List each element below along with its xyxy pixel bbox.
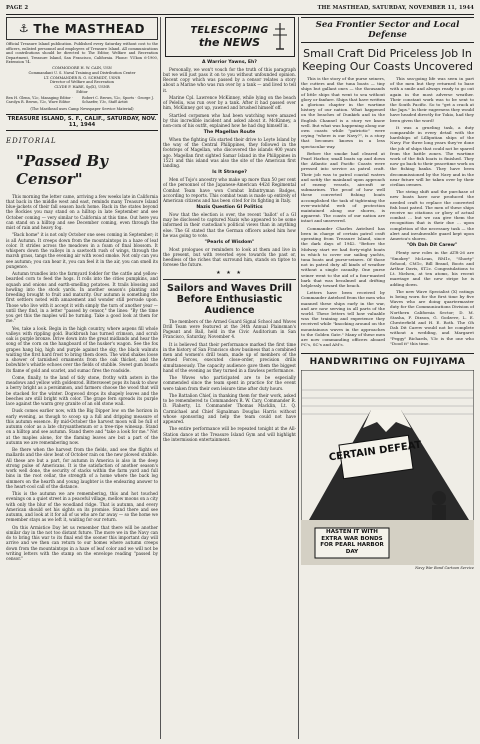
cartoon-credit: Navy War Bond Cartoon Service: [415, 565, 474, 570]
dateline: TREASURE ISLAND, S. F., CALIF., SATURDAY, NOV. 11, 1944: [6, 114, 158, 131]
small-craft-paragraph: The string shift and the purchase of new boats have now produced the needed craft to replace the converted fish boat patrol. The men of these ships receive no citations or glory of actual combat … but we can give them the recognition that is their due … upon completion of the necessary task — the alert and invulnerable guard kept upon America's shores.: [390, 189, 474, 242]
news-item-text: When the fighting GIs started their drive to Leyte Island by the way of the Central Philippines, they followed in the footsteps of Magellan, who discovered the islands 400 years ago. Magellan first sighted Samar Island in the Philippines in 1521 and this island was also the site of the American first landing.: [163, 136, 296, 169]
officer-title: Director of Welfare and Recreation: [50, 80, 114, 85]
cartoon-caption: HASTEN IT WITH EXTRA WAR BONDS FOR PEARL HARBOR DAY: [320, 528, 384, 555]
small-craft-paragraph: Before the smoke had cleared at Pearl Harbor, small boats up and down the Atlantic and Pacific Coasts were pressed into service as patrol craft. Their job was to patrol coastal waters and notify the mainland upon approach of enemy vessels, aircraft or submarines. The proof of how well these converted fishing boats accomplished the task of tightening the ever-watchful web of protection maintained along our shores, is apparent. The coasts of our nation are intact and unsevered.: [301, 150, 385, 224]
telescoping-items: [163, 60, 296, 268]
small-craft-headline: Small Craft Did Priceless Job In Keeping Our Coasts Uncovered: [302, 47, 473, 73]
drill-story-paragraph: The Battalion Chief, in thanking them for their work, asked to be remembered to Commanders R. W. Cary, Commander R. D. Flaherty, Lt. Commander Thomas Macklin, Lt. Q. Carmichael and Chief Signalman Douglas Harris without whose sponsoring and help the team could not have appeared.: [163, 392, 296, 425]
page-header: [6, 5, 474, 14]
cartoon-sign-text: CERTAIN DEFEAT: [328, 439, 423, 464]
staff-left: Ben H. Glenn, Y2c, Managing Editor · Carolyn R. Brown, Y2c, Wave Editor: [6, 95, 74, 105]
editorial-label: EDITORIAL: [6, 136, 57, 145]
column-divider: [160, 17, 161, 739]
commodore-credit: [6, 66, 158, 95]
drill-story-paragraph: The members of the Armed Guard Signal School and Waves Drill Team were featured at the 34th Annual Plainsman's Pageant and Ball, held in the Civic Auditorium in San Francisco, Saturday, November 4.: [163, 318, 296, 340]
news-item-heading: Is It Strange?: [212, 170, 247, 176]
left-column: [6, 17, 158, 563]
staff-right: Robert C. Brown, Y2c, Sports · George J. Schaefer, Y3c, Staff Artist: [82, 95, 154, 105]
column-divider: [298, 17, 299, 739]
news-item-text: Men of Tojo's ancestry who make up more than 50 per cent of the personnel of the Japanese-American 442d Regimental Combat Team have won Combat Infantryman Badges, according to reports. This combat team is made up entirely of American citizens and has been cited for its fighting in Italy.: [163, 177, 296, 204]
official-notice: Official Treasure Island publication. Published every Saturday without cost to the officers, enlisted personnel and employees of Treasure Island. All communications and contributions should be directed to The Editor, Welfare and Recreation Department, Treasure Island, San Francisco, California. Phone: YUkon 6-1900, Extension 74.: [6, 42, 158, 65]
middle-column: [163, 17, 296, 444]
telescoping-line1: TELESCOPING: [190, 25, 269, 36]
masthead-logo-text: The MASTHEAD: [33, 21, 146, 36]
sea-frontier-banner: Sea Frontier Sector and Local Defense: [301, 17, 474, 43]
news-item-heading: Nazis Question GI Politics: [196, 205, 263, 211]
small-craft-paragraph: Letters have been received by Commander Axtelsed from the men who manned these ships early in the war, and are now serving in all parts of the world. These letters tell how valuable was the training and experience they received while "knocking around on the mountainous waves in the approaches to the Golden Gate." Many of these men are now commanding officers aboard PC's, SC's and AM's.: [301, 290, 385, 348]
drill-story-paragraph: The entire performance will be repeated tonight at the All-Station dance at the Treasure Island Gym and will highlight the intermission entertainment.: [163, 426, 296, 442]
gossip-paragraph: Plenty new roles in the ATR-26 are "Smokey" McLean, RM1c, "Shorty" Sehood, CM1c, Bill Brand, Boots and Arthur Davis, ST2c. Congratulations to Lt. Nielsen, at ten atoms, his recent marriage and the new stripe he is adding down.: [390, 250, 474, 287]
section-stars: ★ ★ ★: [216, 269, 243, 276]
commodore-name: COMMODORE H. W. CAIN, USN: [52, 65, 112, 70]
news-item-text: Now that the election is over, the recent 'ballot' of a GI may be disclosed to captured Nazis who appeared to be some informed in their custodian's political views than in anything else. The GI stated that the German officers asked him how he was going to vote.: [163, 211, 296, 238]
small-craft-paragraph: It was a grueling task, a duty comparable in every detail with the hardships of Lilliputian ships of the Navy. For three long years they've done the job of ships that could not be spared from the battle zones. The wartime work of the fish boats is finished. They now go back to their peacetime work on the fishing banks. They have been decommissioned by the Navy and in the near future will be taken over by their civilian owners.: [390, 124, 474, 188]
gossip-paragraph: The new Wave Specialist (X) ratings is being worn for the first time by five Waves who are doing quartermaster duty for the Communications Division of Northern California Sector; D. M. Stasha, F. Dixson, G. Godzeve, L. E. Chesterfield and H. E. Roth. The Oh Dah Dit Carew would not be complete without a wedding, and Margaret "Peggy" Richards, Y3c is the one who "Dood it" this time.: [390, 288, 474, 346]
right-column: [301, 17, 474, 570]
staff-listing: [6, 96, 158, 105]
commodore-title: Commandant U. S. Naval Training and Distribution Center: [28, 70, 136, 75]
editorial-title: "Passed By Censor": [16, 151, 108, 188]
editorial-paragraph: Yes, take a look. Begin in the high country, where aspens fill whole valleys with rippling gold. Buckbrush has turned crimson, and scrub oak is purple bronze. Drive down into the great midlands and hear the song of the corn on the hangboard of the husker's wagon. See the fox grapes hang big, high and purple against the sky, the black walnuts waiting the first hard frost to bring them down. The wind shakes loose a shower of tarnished ornaments from the oak thicket, and the bobwhite's whistle echoes over the fields of stubble. Sweet gum boasts its flame of gold and scarlet, and sumac fires the roadside.: [6, 325, 158, 373]
small-craft-paragraph: This is the story of the purse seiners, the cutters and the tuna boats — tiny ships but gallant ones — the thousands of little ships that went to sea without glory or fanfare. Ships that have written a glorious chapter in the wartime history of our nation. What happened on the beaches of Dunkirk and in the English Channel is a story we know well. But what was happening along our own coasts while "patriotic" were crying "where is our Navy?", is a story that becomes known in a less spectacular way.: [301, 76, 385, 149]
service-note: (The Masthead uses Camp Newspaper Service Material): [30, 106, 134, 111]
news-item-heading: A Warrior Yawns, Eh?: [202, 60, 257, 65]
news-item-text: Startled corpsmen who had been watching were amazed by this incredible incident and asked about it. McKinney, a non-com of his outfit, explained how he had dug himself in.: [163, 112, 296, 129]
editorial-paragraph: "Back home" it is not only October one sees coming in September; it is all Autumn. It creeps down from the mountaintops in a haze of leaf color. It strides across the meadows in a foam of final blossom. It whispers down the valleys in a sawtooth rush of wings, through the marsh grass, tangs the evening air with wood smoke. Not only can you see autumn; you can hear it, you can feel it in the air, you can smell its pungence.: [6, 232, 158, 269]
drill-story-paragraph: It is believed that their performance marked the first time in the history of San Francisco show business that a combined men and women's drill team, made up of members of the Armed Forces, executed close-order, precision drills simultaneously. The capacity audience gave them the biggest hand of the evening as they turned in a flawless performance.: [163, 341, 296, 373]
officer-name: LT. COMMANDER R. G. SCHMIDT, USNR: [43, 75, 121, 80]
drill-story-body: [163, 319, 296, 443]
telescope-icon: [272, 21, 288, 51]
header-rule: [6, 14, 474, 15]
small-craft-paragraph: This sea-going life was seen in part of the men but they returned to base with a smile and always ready to go out again in the most adverse weather. Their constant work was to be sent to the South Pacific. So to "get a crack at the Japs." In their eagerness they would have headed directly for Tokio, had they been given the word!: [390, 76, 474, 123]
cartoon-title: HANDWRITING ON FUJIYAMA: [301, 353, 474, 367]
editorial-paragraph: On this Armistice Day let us remember that there will be another similar day in the not too distant future. The more we in the Navy can do to bring this war to its final end the sooner this important day will arrive and we then can return to our homes where autumn creeps down from the mountaintops in a haze of leaf color and we will not be writing letters with the stamp on the envelope reading "passed by censor.": [6, 524, 158, 562]
anchor-icon: ⚓: [18, 22, 30, 35]
drill-story-paragraph: The Waves who participated are to be especially commended since the team spent in practice for the event were taken from their own leisure time after duty hours.: [163, 375, 296, 391]
column-subhead: "Oh Dah Dit Carew": [406, 243, 458, 249]
news-item-heading: "Pearls of Wisdom": [204, 240, 255, 246]
editorial-paragraph: This morning the letter came, arriving a few weeks late in California that back in the middle west and east, reminds many Treasure Island blue-jackets of their fall season back home. Back in the states beyond the Rockies you may stand on a hilltop in late September and see October coming — very similar to California at this time. Out here you can stand on a hilltop and see December coming, even through the mist of rain and heavy fog.: [6, 193, 158, 231]
fujiyama-cartoon: [301, 370, 474, 565]
editorial-paragraph: Autumn trundles into the farmyard fodder for the cattle and yellow-bearded corn to feed the hogs. It rolls into the cities pumpkins, and squash and onions and earth-smelling potatoes. It trails blossing and howling into the stock yards. In another season's planting and breeding brought to fruit and maturity. Our autumn is something the first settlers noted with amazement and wonder still pervade upon. Those who live with it accept it with simply the turn of another year — until they find, in a letter "passed by censor," the lines: "By the time you get this the maples will be turning. Take a good look at them for me.": [6, 271, 158, 324]
news-item-heading: The Magellan Route: [203, 130, 256, 136]
editorial-paragraph: Come, finally, to the land of tidy stone, frothy with asters in the meadows and yellow with goldenrod. Bittersweet pops its husk to show a berry bright as a persimmon, and farmers choose the wood that will be stacked for the winter. Dogwood drops its shapely leaves and the beeches are still bright with color. The grape fern spreads its purple lace against the warm grey granite of an old stone wall.: [6, 374, 158, 407]
telescoping-logo: [165, 17, 295, 57]
editor-name: CLYDE F. HARE, Sp(X), USNR: [54, 85, 110, 90]
editorial-paragraph: Be there when the harvest from the fields, and see the flights of mallards and the slow beat of October rain on the new plowed stubble. All these are but a part, for autumn in America is also in the deep strong pulse of Americans. It is the satisfaction of another season's work well done, the security of stacks within the farm yard and full bins in the root cellar, the strength of a home where the back log simmers on the hearth and young laughter is the endearing answer to the heart-cool call of the distance.: [6, 447, 158, 489]
news-item-text: Personally, we won't vouch for the truth of this paragraph but we will just pass it on to you without unfounded opinion. Recent copy which was passed by a censor relates a story about a Marine who was run over by a tank — and lived to tell it.: [163, 66, 296, 93]
editorial-body: [6, 194, 158, 562]
editor-title: Editor: [76, 89, 88, 94]
masthead-logo: [6, 17, 158, 40]
small-craft-paragraph: Commander Charles Axtelsed has been in charge of certain patrol craft operating from Treasure Island, since the dark days of 1942. "Before the Midway start we had forty-eight boats in which to cover our sailing yachts, tuna boats and purse-seiners. Of those not in patrol duty all kinds of weather without a single casualty. One purse seiner went to the aid of a four-masted bark that was becalmed and drifting helplessly toward the beach.: [301, 225, 385, 288]
drill-story-headline: Sailors and Waves Drill Before Enthusiastic Audience: [163, 279, 296, 316]
small-craft-story: [301, 76, 474, 349]
editorial-paragraph: Dusk comes earlier now, with the Big Dipper low on the horizon in early evening, as though to scoop up a full and dripping measure of this autumn essence. By mid-October the harvest moon will be full of autumn color as a late chrysanthemum or a tree-ripe winesap. Stand on a hilltop and see autumn. Stand there and "take a look for me." Not at the maples alone, for the flaming leaves are but a part of the autumn we are remembering now.: [6, 408, 158, 445]
page-running-title: THE MASTHEAD, SATURDAY, NOVEMBER 11, 1944: [317, 5, 474, 11]
news-item-text: Most prologues or reminders to look at them and live in the present, but with reverted eyes towards the past or, heedless of the riches that surround him, stands on tiptoe to foresee the future.: [163, 246, 296, 268]
page-number: PAGE 2: [6, 5, 29, 11]
news-item-text: Marine Cpl. Lawrence McKinney, while lying on the beach of Peleliu, was run over by a tank. After it had passed over him, McKinney got up, yawned and brushed himself off.: [163, 94, 296, 111]
telescoping-line2: the NEWS: [198, 36, 261, 49]
editorial-paragraph: This is the autumn we are remembering, this and hot touched evenings on a quiet street in a peaceful village, mellow moons on a city with only the blur of the woodland ridge. That is autumn, and every American should set his sights on its promise. Stand there and see autumn, and look at it for all of us who are far away — so the home we remember stays as we left it, waiting for our return.: [6, 491, 158, 523]
